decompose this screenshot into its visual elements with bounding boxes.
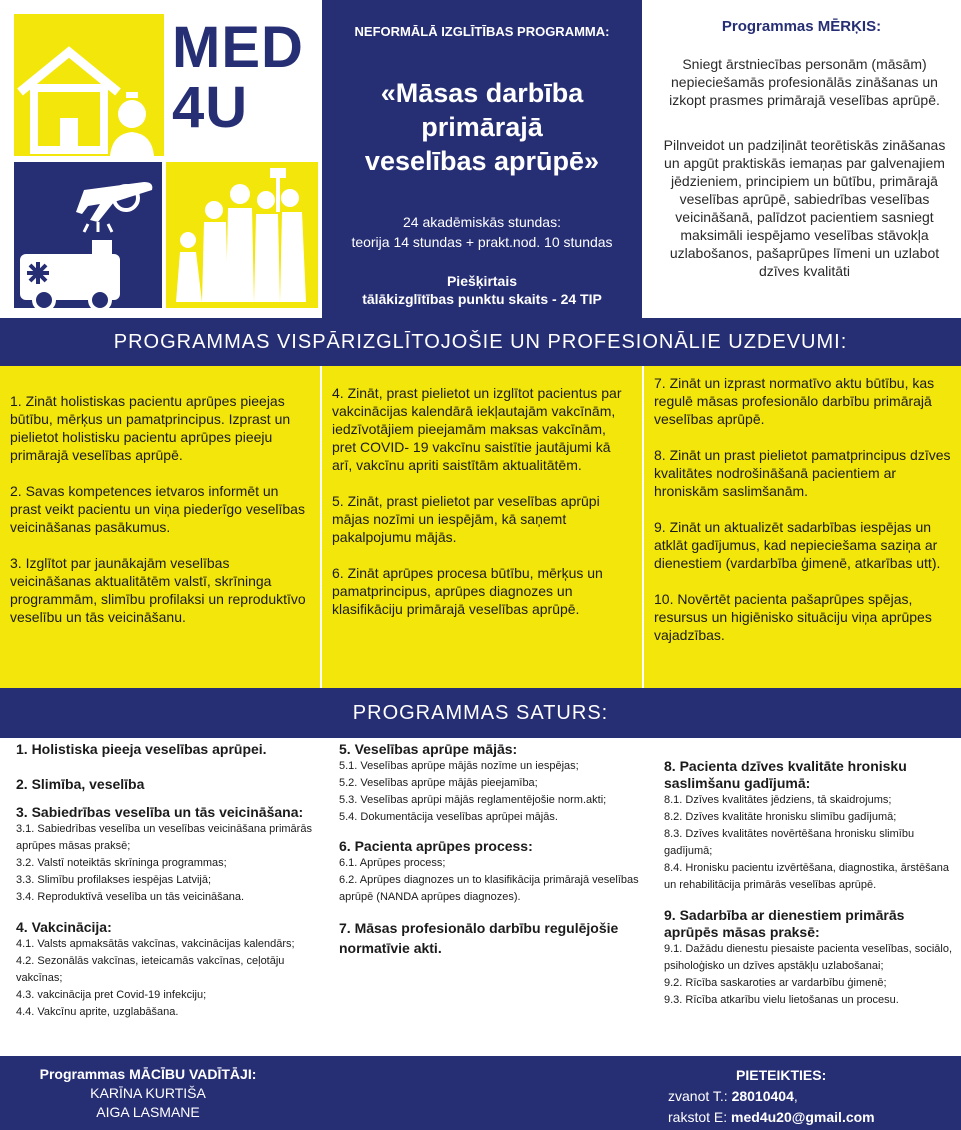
task-item: 6. Zināt aprūpes procesa būtību, mērķus un pamatprincipus, aprūpes diagnozes un klasifikāciju primārajā veselības aprūpē. [332, 565, 603, 617]
content-subitem: 3.4. Reproduktīvā veselība un tās veicināšana. [16, 891, 245, 903]
transport-tile [14, 162, 162, 308]
contact-block [668, 1065, 948, 1128]
footer [0, 1056, 961, 1130]
content-subitem: 8.3. Dzīves kvalitātes novērtēšana hronisku slimību gadījumā; [664, 828, 915, 857]
program-title-line2: primārajā [421, 112, 543, 142]
task-item: 3. Izglītot par jaunākajām veselības veicināšanas aktualitātēm valstī, skrīninga programmām, slimību profilaksi un reproduktīvo veselību un tās veicināšanu. [10, 555, 306, 625]
tasks-column-2 [322, 366, 642, 688]
logo-line2: 4U [172, 75, 249, 140]
program-title-line3: veselības aprūpē» [364, 146, 600, 176]
task-item: 9. Zināt un aktualizēt sadarbības iespējas un atklāt gadījumus, kad nepieciešama saziņa ar dienestiem (vardarbība ģimenē, atkarības utt). [654, 519, 941, 571]
program-info-panel [322, 0, 642, 318]
task-item: 2. Savas kompetences ietvaros informēt un prast veikt pacientu un viņa piederīgo veselības veicināšanas pasākumus. [10, 483, 305, 535]
phone-line [668, 1086, 948, 1107]
teachers-block [16, 1065, 280, 1122]
content-subitem: 8.4. Hronisku pacientu izvērtēšana, diagnostika, ārstēšana un rehabilitācija primārās veselības aprūpē. [664, 862, 949, 891]
goal-text-2: Pilnveidot un padziļināt teorētiskās zināšanas un apgūt praktiskās iemaņas par galvenajiem jēdzieniem, principiem un būtību, primārajā veselības aprūpē, sabiedrības veselības veicināšanā, palīdzot pacientiem sasniegt maksimāli iespējamo veselības stāvokļa uzlabošanos, pašaprūpes līmeni un uzlabot dzīves kvalitāti [663, 137, 946, 279]
program-hours [322, 212, 642, 252]
task-item: 1. Zināt holistiskas pacientu aprūpes pieejas būtību, mērķus un pamatprincipus. Izprast un pielietot holistisku pacientu aprūpes pieeju primārajā veselības aprūpē. [10, 393, 291, 463]
email-label: rakstot E: [668, 1109, 732, 1125]
people-icon [166, 162, 318, 308]
column-divider [642, 366, 644, 688]
teachers-title: Programmas MĀCĪBU VADĪTĀJI: [39, 1066, 257, 1082]
content-subitem: 5.3. Veselības aprūpi mājās reglamentējošie norm.akti; [339, 794, 607, 806]
apply-title: PIETEIKTIES: [736, 1067, 827, 1083]
content-subitem: 6.1. Aprūpes process; [339, 857, 446, 869]
phone-label: zvanot T.: [668, 1088, 732, 1104]
task-item: 10. Novērtēt pacienta pašaprūpes spējas, resursus un higiēnisko situāciju viņa aprūpes vajadzības. [654, 591, 932, 643]
program-title-line1: «Māsas darbība [380, 78, 584, 108]
content-subitem: 4.2. Sezonālās vakcīnas, ieteicamās vakcīnas, ceļotāju vakcīnas; [16, 955, 285, 984]
content-subitem: 6.2. Aprūpes diagnozes un to klasifikācija primārajā veselības aprūpē (NANDA aprūpes diagnozes). [339, 874, 639, 903]
logo-panel [0, 0, 322, 318]
content-subitem: 9.3. Rīcība atkarību vielu lietošanas un procesu. [664, 994, 899, 1006]
content-subitem: 5.4. Dokumentācija veselības aprūpei mājās. [339, 811, 558, 823]
content-subitem: 5.1. Veselības aprūpe mājās nozīme un iespējas; [339, 760, 579, 772]
house-nurse-icon [14, 14, 164, 156]
content-subitem: 4.1. Valsts apmaksātās vakcīnas, vakcinācijas kalendārs; [16, 938, 295, 950]
content-section [0, 738, 961, 1056]
points-line1: Piešķirtais [446, 273, 518, 289]
top-section [0, 0, 961, 318]
goal-panel [642, 0, 961, 318]
content-topic-title: 6. Pacienta aprūpes process: [339, 838, 533, 854]
content-subitem: 8.2. Dzīves kvalitāte hronisku slimību gadījumā; [664, 811, 897, 823]
content-subitem: 8.1. Dzīves kvalitātes jēdziens, tā skaidrojums; [664, 794, 892, 806]
home-care-tile [14, 14, 164, 156]
content-topic-title: 2. Slimība, veselība [16, 776, 145, 792]
logo-line1: MED [172, 15, 304, 80]
content-subitem: 4.3. vakcinācija pret Covid-19 infekciju; [16, 989, 207, 1001]
content-subitem: 3.2. Valstī noteiktās skrīninga programmas; [16, 857, 227, 869]
content-subitem: 3.1. Sabiedrības veselība un veselības veicināšana primārās aprūpes māsas praksē; [16, 823, 312, 852]
content-column-3 [664, 738, 959, 1009]
content-subitem: 3.3. Slimību profilakses iespējas Latvijā; [16, 874, 212, 886]
task-item: 4. Zināt, prast pielietot un izglītot pacientus par vakcinācijas kalendārā iekļautajām vakcīnām, iedzīvotājiem pieejamām maksas vakcīnām, pret COVID- 19 vakcīnu saistītie jautājumi kā arī, vakcīnu apriti saistītām aktualitātēm. [332, 385, 622, 473]
program-points [322, 272, 642, 308]
tasks-heading: PROGRAMMAS VISPĀRIZGLĪTOJOŠIE UN PROFESIONĀLIE UZDEVUMI: [0, 318, 961, 366]
program-label: NEFORMĀLĀ IZGLĪTĪBAS PROGRAMMA: [354, 24, 610, 39]
content-topic-title: 4. Vakcinācija: [16, 919, 112, 935]
people-tile [166, 162, 318, 308]
goal-title: Programmas MĒRĶIS: [721, 18, 882, 35]
content-topic-title: 1. Holistiska pieeja veselības aprūpei. [16, 741, 267, 757]
hours-line2: teorija 14 stundas + prakt.nod. 10 stundas [351, 234, 613, 250]
logo [172, 15, 322, 140]
task-item: 5. Zināt, prast pielietot par veselības aprūpi mājas nozīmi un iespējām, kā saņemt pakalpojumu mājās. [332, 493, 600, 545]
content-subitem: 9.2. Rīcība saskaroties ar vardarbību ģimenē; [664, 977, 887, 989]
email-line [668, 1107, 948, 1128]
ambulance-plane-icon [14, 162, 162, 308]
teacher-name: KARĪNA KURTIŠA [90, 1085, 206, 1101]
tasks-column-1 [0, 366, 320, 688]
content-topic-title: 3. Sabiedrības veselība un tās veicināšana: [16, 804, 304, 820]
tasks-column-3 [644, 366, 961, 688]
points-line2: tālākizglītības punktu skaits - 24 TIP [362, 291, 602, 307]
teacher-name: AIGA LASMANE [96, 1104, 200, 1120]
email-link[interactable]: med4u20@gmail.com [731, 1109, 875, 1125]
content-column-1 [16, 738, 331, 1021]
phone-suffix: , [793, 1088, 798, 1104]
content-heading: PROGRAMMAS SATURS: [0, 688, 961, 738]
column-divider [320, 366, 322, 688]
hours-line1: 24 akadēmiskās stundas: [403, 214, 561, 230]
content-topic-title: 8. Pacienta dzīves kvalitāte hronisku saslimšanu gadījumā: [664, 758, 907, 791]
content-topic-title: 7. Māsas profesionālo darbību regulējošie normatīvie akti. [339, 920, 619, 956]
content-topic-title: 5. Veselības aprūpe mājās: [339, 741, 518, 757]
content-subitem: 9.1. Dažādu dienestu piesaiste pacienta veselības, sociālo, psiholoģisko un dzīves apstākļu uzlabošanai; [664, 943, 953, 972]
content-topic-title: 9. Sadarbība ar dienestiem primārās aprūpēs māsas praksē: [664, 907, 905, 940]
program-title [332, 76, 632, 178]
phone-link[interactable]: 28010404 [731, 1088, 794, 1104]
content-column-2 [339, 738, 649, 958]
goal-text-1: Sniegt ārstniecības personām (māsām) nepieciešamās profesionālās zināšanas un izkopt prasmes primārajā veselības aprūpē. [669, 56, 940, 108]
content-subitem: 5.2. Veselības aprūpe mājās pieejamība; [339, 777, 538, 789]
task-item: 8. Zināt un prast pielietot pamatprincipus dzīves kvalitātes nodrošināšanā pacientiem ar hroniskām saslimšanām. [654, 447, 951, 499]
task-item: 7. Zināt un izprast normatīvo aktu būtību, kas regulē māsas profesionālo darbību primārajā veselības aprūpē. [654, 375, 935, 427]
content-subitem: 4.4. Vakcīnu aprite, uzglabāšana. [16, 1006, 179, 1018]
tasks-section [0, 366, 961, 688]
